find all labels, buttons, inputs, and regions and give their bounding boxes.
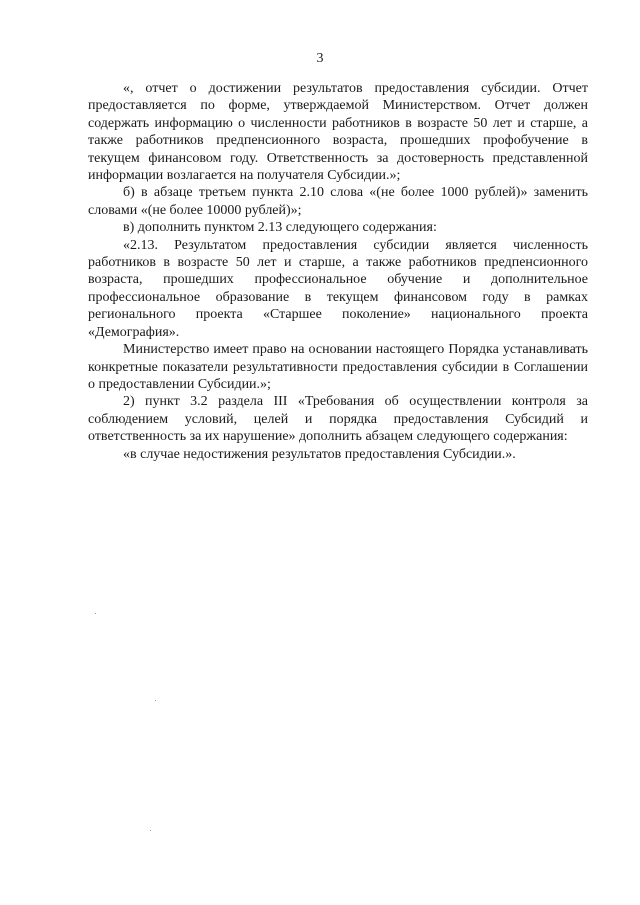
page-number: 3 xyxy=(316,51,324,66)
paragraph-report-requirements: «, отчет о достижении результатов предоставления субсидии. Отчет предоставляется по форме, утверждаемой Министерством. Отчет должен содержать информацию о численности работников в возрасте 50 лет и старше, а также работников предпенсионного возраста, прошедших профобучение в текущем финансовом году. Ответственность за достоверность представленной информации возлагается на получателя Субсидии.»; xyxy=(88,81,588,184)
paragraph-ministry-right: Министерство имеет право на основании настоящего Порядка устанавливать конкретные показатели результативности предоставления субсидии в Соглашении о предоставлении Субсидии.»; xyxy=(88,342,588,392)
document-body xyxy=(88,80,588,463)
paragraph-amendment-2: 2) пункт 3.2 раздела III «Требования об осуществлении контроля за соблюдением условий, целей и порядка предоставления Субсидий и ответственность за их нарушение» дополнить абзацем следующего содержания: xyxy=(88,394,588,445)
scan-speck xyxy=(95,613,96,614)
scan-speck xyxy=(155,700,156,701)
paragraph-amendment-b: б) в абзаце третьем пункта 2.10 слова «(не более 1000 рублей)» заменить словами «(не более 10000 рублей)»; xyxy=(88,185,588,218)
paragraph-clause-2-13: «2.13. Результатом предоставления субсидии является численность работников в возрасте 50 лет и старше, а также работников предпенсионного возраста, прошедших профессиональное обучение и дополнительное профессиональное образование в текущем финансовом году в рамках регионального проекта «Старшее поколение» национального проекта «Демография». xyxy=(88,237,588,340)
paragraph-amendment-v: в) дополнить пунктом 2.13 следующего содержания: xyxy=(123,220,437,236)
scan-speck xyxy=(150,830,151,831)
paragraph-failure-clause: «в случае недостижения результатов предоставления Субсидии.». xyxy=(123,446,516,462)
